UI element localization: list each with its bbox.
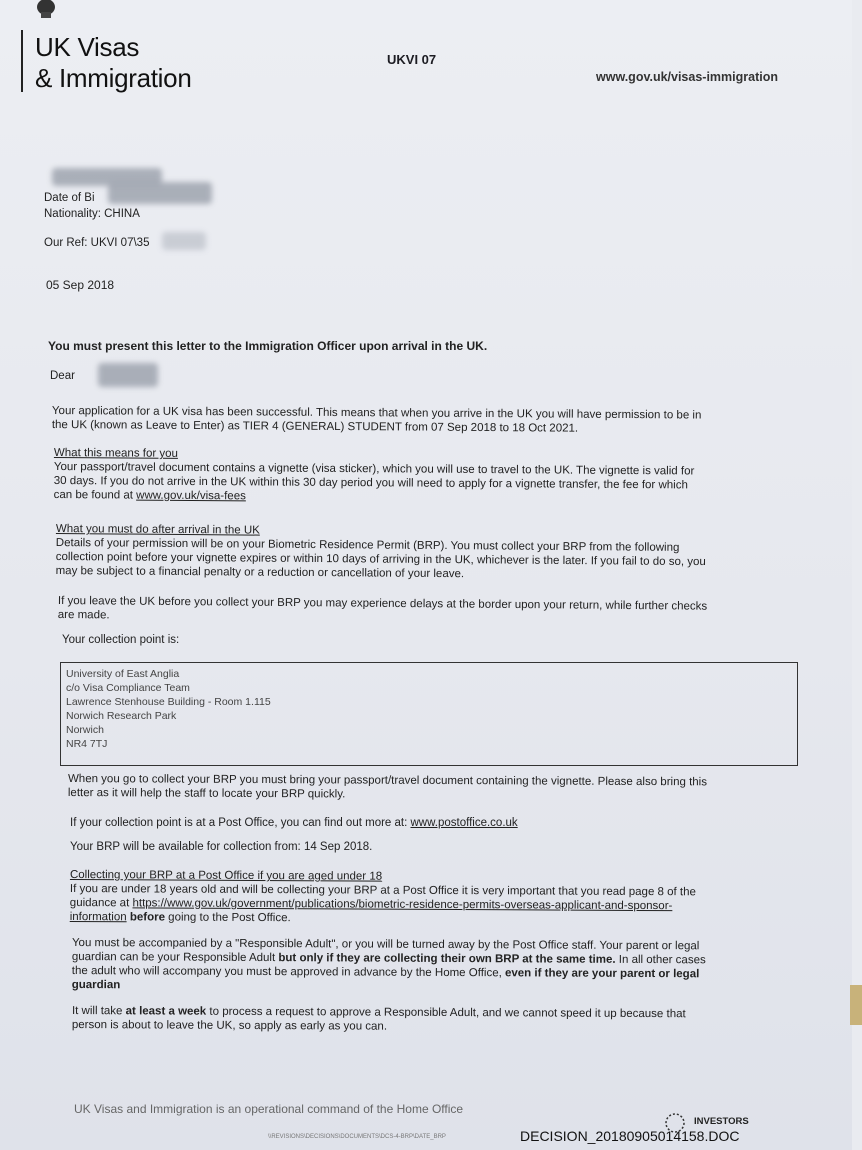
notice: You must present this letter to the Immigration Officer upon arrival in the UK. <box>48 339 488 353</box>
section-after-arrival: What you must do after arrival in the UK Details of your permission will be on your Biometric Residence Permit (BRP). You must collect your BRP from the following collection point before your vignette expires or within 10 days of arriving in the UK, whichever is the later. If you fail to do so, you may be subject to a financial penalty or a reduction or cancellation of your leave. <box>55 522 706 581</box>
redacted-ref <box>162 232 206 250</box>
section-under-18: Collecting your BRP at a Post Office if you are aged under 18 If you are under 18 years old and will be collecting your BRP at a Post Office it is very important that you read page 8 of the guidance at https://www.gov.uk/government/publications/biometric-residence-permits-overseas-applicant-and-sponsor- information before going to the Post Office. <box>69 869 696 925</box>
dob-label: Date of Bi <box>44 192 95 204</box>
brand-bar <box>21 30 23 92</box>
redacted-dob <box>108 182 212 204</box>
section-heading: What this means for you <box>53 446 178 460</box>
document-path: \\REVISIONS\DECISIONS\DOCUMENTS\DCS-4-BRP\DATE_BRP <box>268 1134 446 1140</box>
section-heading: Collecting your BRP at a Post Office if you are aged under 18 <box>69 869 383 883</box>
processing-time-paragraph: It will take at least a week to process a request to approve a Responsible Adult, and we cannot speed it up because that person is about to leave the UK, so apply as early as you can. <box>71 1005 686 1033</box>
section-heading: What you must do after arrival in the UK <box>55 522 260 537</box>
collect-paragraph: When you go to collect your BRP you must bring your passport/travel document containing the vignette. Please also bring this letter as it will help the staff to locate your BRP quickly. <box>67 773 708 801</box>
brp-guidance-link-cont[interactable]: information <box>69 910 127 924</box>
nationality: Nationality: CHINA <box>44 208 140 220</box>
form-code: UKVI 07 <box>387 52 437 67</box>
delay-paragraph: If you leave the UK before you collect your BRP you may experience delays at the border upon your return, while further checks are made. <box>57 594 708 622</box>
website-url: www.gov.uk/visas-immigration <box>596 70 778 84</box>
reference: Our Ref: UKVI 07\35 <box>44 237 150 249</box>
salutation: Dear <box>50 370 75 382</box>
responsible-adult-paragraph: You must be accompanied by a "Responsible Adult", or you will be turned away by the Post Office staff. Your parent or legal guardian can be your Responsible Adult but only if they are collecting their own BRP at the same time. In all other cases the adult who will accompany you must be approved in advance by the Home Office, even if they are your parent or legal guardian <box>71 937 706 992</box>
postoffice-link[interactable]: www.postoffice.co.uk <box>410 817 518 829</box>
investors-in-people-label: INVESTORS <box>694 1116 749 1127</box>
brand-logo: UK Visas & Immigration <box>35 32 192 93</box>
background-edge <box>850 985 862 1025</box>
document-name: DECISION_20180905014158.DOC <box>520 1128 740 1144</box>
intro-paragraph: Your application for a UK visa has been successful. This means that when you arrive in the UK you will have permission to be in the UK (known as Leave to Enter) as TIER 4 (GENERAL) STUDENT from 07 Sep 2018 to 18 Oct 2021. <box>51 404 702 435</box>
postoffice-paragraph: If your collection point is at a Post Office, you can find out more at: www.postoffice.co.uk <box>70 817 518 829</box>
available-date: Your BRP will be available for collection from: 14 Sep 2018. <box>70 841 373 853</box>
royal-crest-icon <box>33 0 59 20</box>
collection-label: Your collection point is: <box>62 634 180 646</box>
brp-guidance-link[interactable]: https://www.gov.uk/government/publications/biometric-residence-permits-overseas-applicant-and-sponsor- <box>132 897 673 913</box>
section-what-this-means: What this means for you Your passport/travel document contains a vignette (visa sticker), which you will use to travel to the UK. The vignette is valid for 30 days. If you do not arrive in the UK within this 30 day period you will need to apply for a vignette transfer, the fee for which can be found at www.gov.uk/visa-fees <box>53 446 695 503</box>
letter-date: 05 Sep 2018 <box>46 278 115 292</box>
redacted-salutation <box>98 363 158 387</box>
visa-fees-link[interactable]: www.gov.uk/visa-fees <box>136 489 246 503</box>
collection-address: University of East Anglia c/o Visa Compliance Team Lawrence Stenhouse Building - Room 1.115 Norwich Research Park Norwich NR4 7TJ <box>66 668 271 750</box>
footer-statement: UK Visas and Immigration is an operational command of the Home Office <box>74 1102 464 1116</box>
investors-in-people-icon <box>662 1112 688 1134</box>
